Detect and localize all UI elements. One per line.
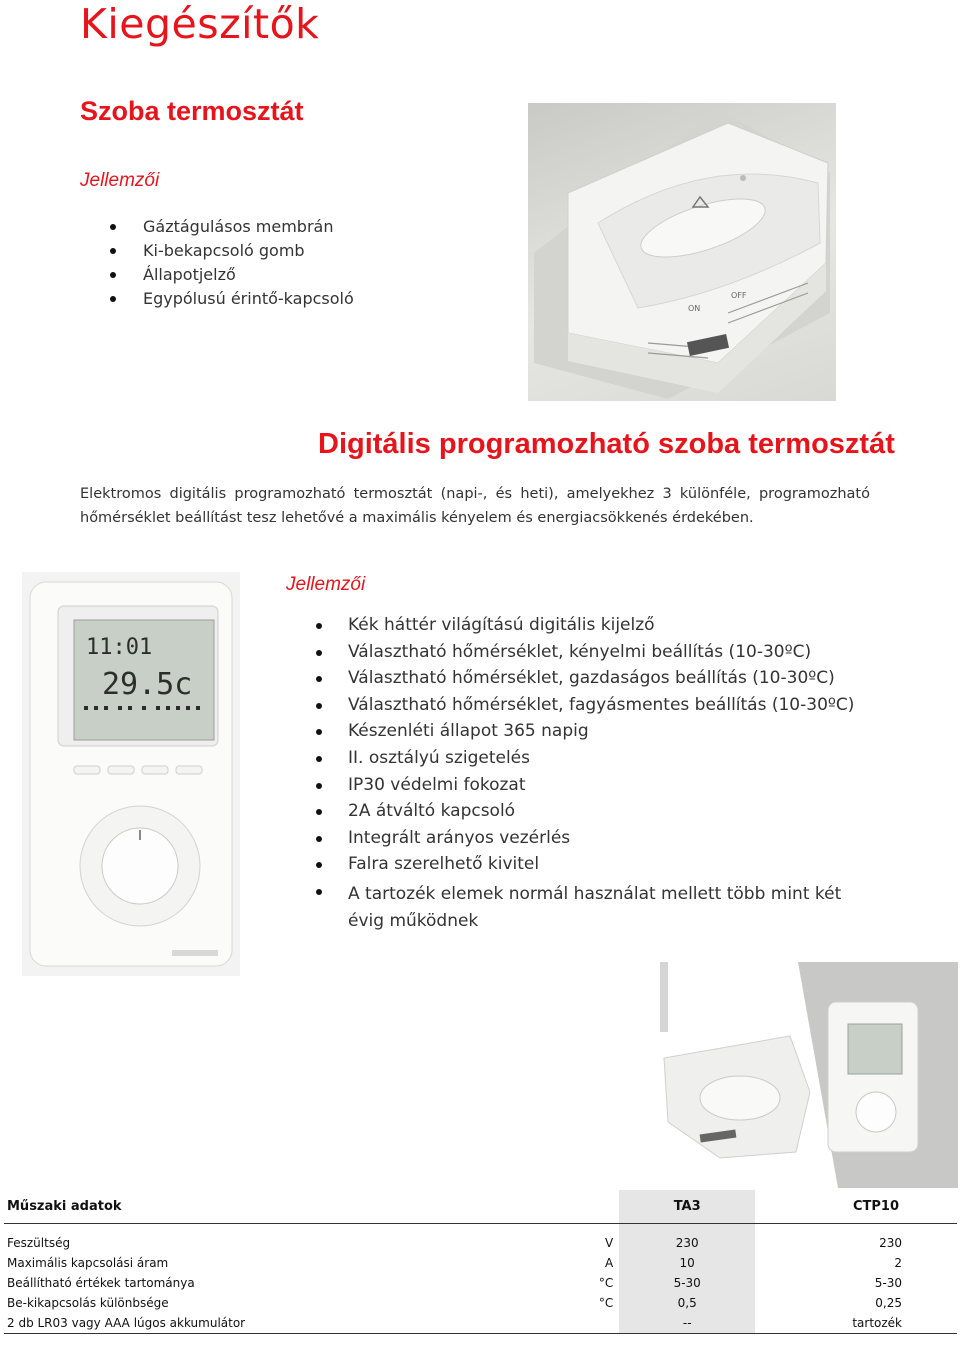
table-row: Maximális kapcsolási áram A 10 2 [4,1253,957,1273]
bullet-icon [316,889,322,895]
list-item: Falra szerelhető kivitel [316,854,856,881]
on-label: ON [688,304,701,313]
table-header-row [4,1190,957,1224]
table-row: Be-kikapcsolás különbsége °C 0,5 0,25 [4,1293,957,1313]
bullet-icon [316,623,322,629]
table-row: 2 db LR03 vagy AAA lúgos akkumulátor -- tartozék [4,1313,957,1334]
bullet-icon [110,248,116,254]
bullet-icon [316,836,322,842]
bullet-icon [110,224,116,230]
lcd-temperature: 29.5c [102,667,193,702]
list-item: Választható hőmérséklet, gazdaságos beállítás (10-30ºC) [316,668,856,695]
page-title: Kiegészítők [80,0,320,48]
header-ctp10: CTP10 [755,1190,957,1224]
bullet-icon [316,729,322,735]
list-item: Ki-bekapcsoló gomb [110,241,354,265]
features-heading: Jellemzői [80,170,160,191]
off-label: OFF [731,291,747,300]
bullet-icon [316,783,322,789]
bullet-icon [316,650,322,656]
list-item: Állapotjelző [110,265,354,289]
lcd-time: 11:01 [86,635,153,660]
table-row: Beállítható értékek tartománya °C 5-30 5-30 [4,1273,957,1293]
header-ta3: TA3 [619,1190,755,1224]
header-unit [527,1190,619,1224]
list-item: Készenléti állapot 365 napig [316,721,856,748]
description-paragraph: Elektromos digitális programozható termosztát (napi-, és heti), amelyekhez 3 különféle, programozható hőmérséklet beállítást tesz lehetővé a maximális kényelem és energiacsökkenés érdekében. [80,486,870,526]
bullet-icon [316,862,322,868]
list-item: IP30 védelmi fokozat [316,775,856,802]
section-title-digital-thermostat: Digitális programozható szoba termosztát [318,428,895,460]
bullet-icon [110,272,116,278]
thermostat-photo [528,103,836,401]
list-item: Kék háttér világítású digitális kijelző [316,615,856,642]
header-label: Műszaki adatok [4,1190,527,1224]
section-title-room-thermostat: Szoba termosztát [80,96,304,126]
bullet-icon [316,809,322,815]
bullet-icon [316,756,322,762]
list-item: Egypólusú érintő-kapcsoló [110,289,354,313]
digital-thermostat-image [22,572,240,976]
list-item: II. osztályú szigetelés [316,748,856,775]
list-item: Integrált arányos vezérlés [316,828,856,855]
products-image [660,962,958,1188]
list-item: Választható hőmérséklet, fagyásmentes beállítás (10-30ºC) [316,695,856,722]
bullet-icon [316,676,322,682]
bullet-icon [316,703,322,709]
feature-list-digital [316,615,856,934]
list-item: Gáztágulásos membrán [110,217,354,241]
products-photo [660,962,958,1188]
digital-thermostat-photo [22,572,240,976]
features-heading-digital: Jellemzői [286,574,366,595]
bullet-icon [110,296,116,302]
thermostat-image [528,103,836,401]
list-item: A tartozék elemek normál használat mellett több mint két évig működnek [316,881,856,934]
list-item: 2A átváltó kapcsoló [316,801,856,828]
list-item: Választható hőmérséklet, kényelmi beállítás (10-30ºC) [316,642,856,669]
table-row: Feszültség V 230 230 [4,1233,957,1253]
specs-table [4,1190,957,1334]
feature-list [110,217,354,313]
